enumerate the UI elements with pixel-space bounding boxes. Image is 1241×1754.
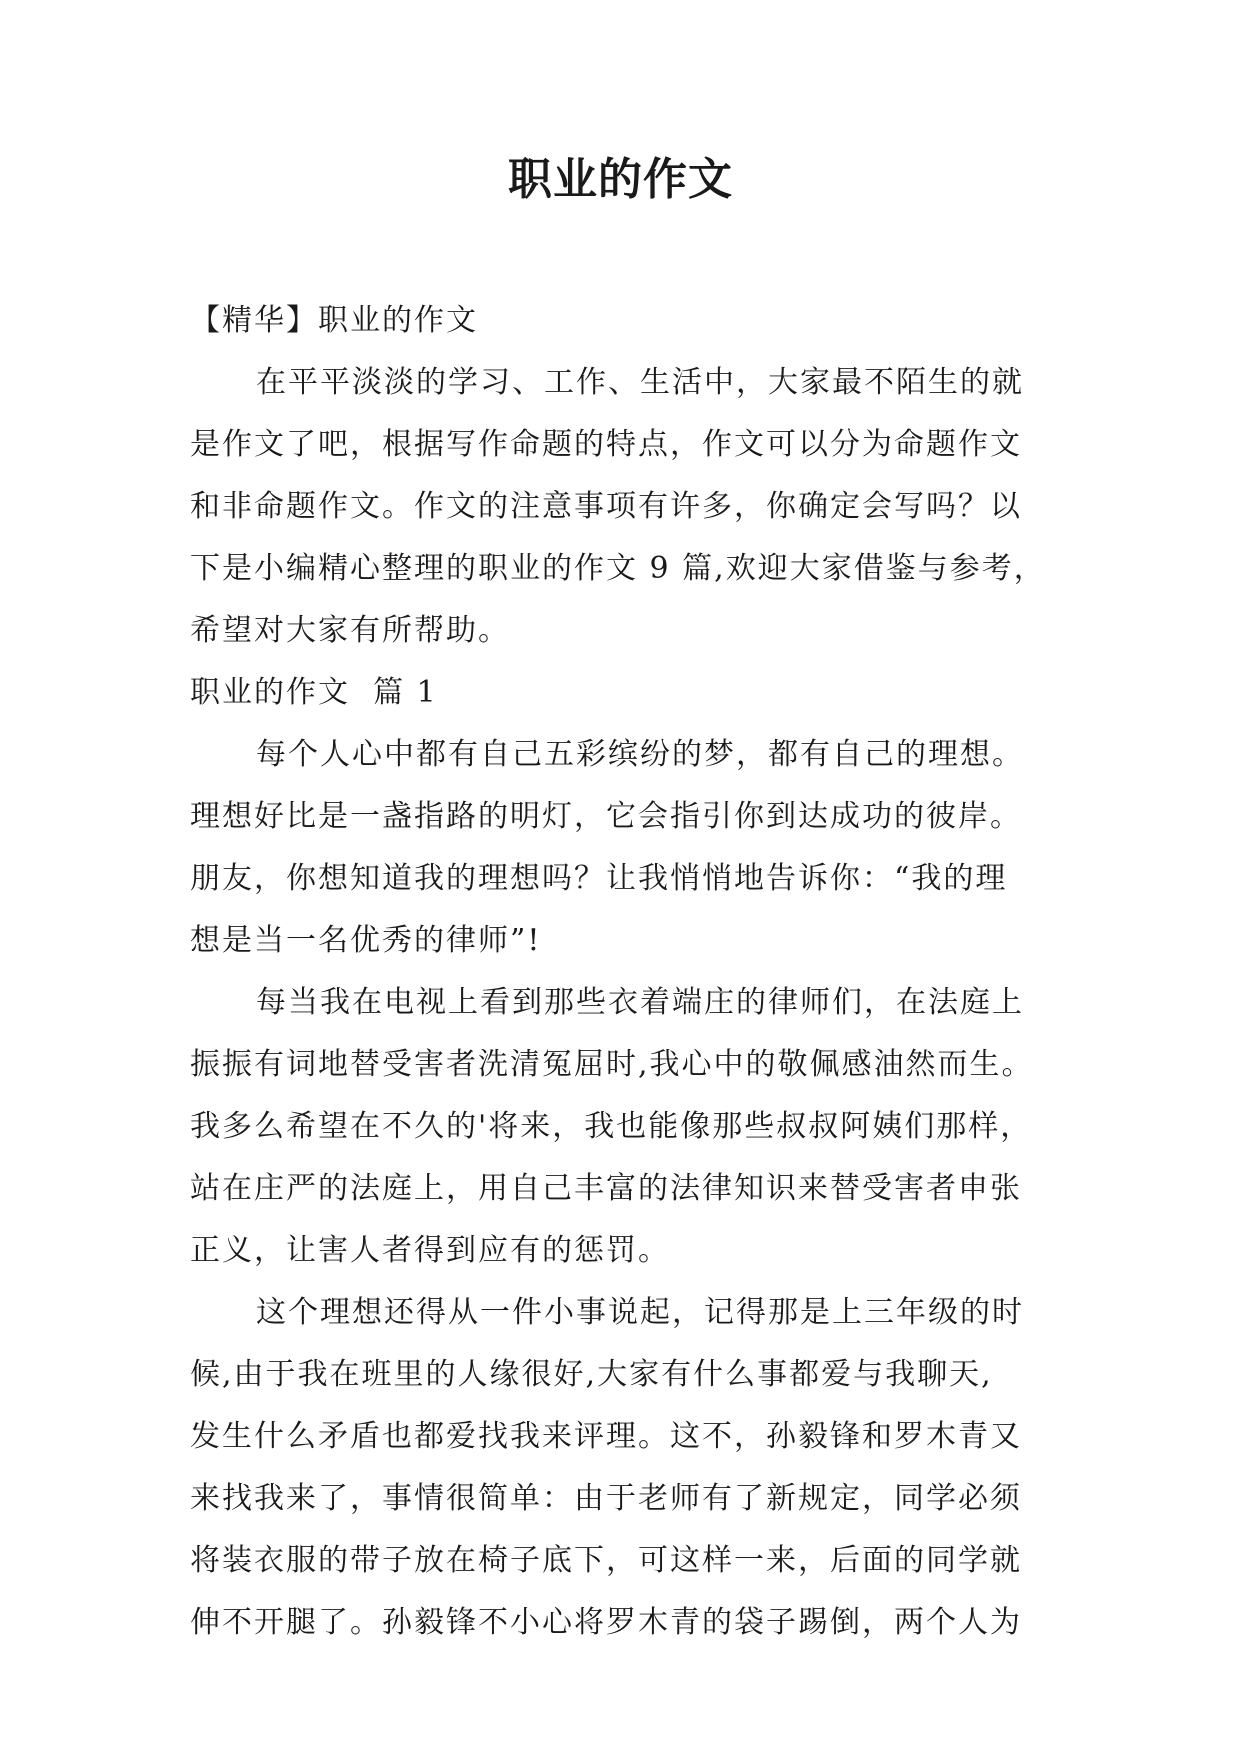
- text-line: 候,由于我在班里的人缘很好,大家有什么事都爱与我聊天,: [190, 1357, 993, 1392]
- text-line: 站在庄严的法庭上，用自己丰富的法律知识来替受害者申张: [190, 1171, 1022, 1206]
- text-line: 振振有词地替受害者洗清冤屈时,我心中的敬佩感油然而生。: [190, 1047, 1034, 1082]
- text-line: 职业的作文 篇 1: [190, 675, 438, 710]
- document-title: 职业的作文: [508, 154, 733, 205]
- text-line: 伸不开腿了。孙毅锋不小心将罗木青的袋子踢倒，两个人为: [190, 1605, 1022, 1640]
- text-line: 想是当一名优秀的律师”!: [190, 923, 542, 958]
- text-line: 和非命题作文。作文的注意事项有许多，你确定会写吗？以: [190, 489, 1022, 524]
- text-line: 这个理想还得从一件小事说起，记得那是上三年级的时: [256, 1295, 1024, 1330]
- text-line: 朋友，你想知道我的理想吗？让我悄悄地告诉你：“我的理: [190, 861, 1008, 896]
- text-line: 是作文了吧，根据写作命题的特点，作文可以分为命题作文: [190, 427, 1022, 462]
- text-line: 【精华】职业的作文: [190, 303, 478, 338]
- text-line: 正义，让害人者得到应有的惩罚。: [190, 1233, 670, 1268]
- text-line: 理想好比是一盏指路的明灯，它会指引你到达成功的彼岸。: [190, 799, 1022, 834]
- text-line: 下是小编精心整理的职业的作文 9 篇,欢迎大家借鉴与参考，: [190, 551, 1046, 586]
- text-line: 在平平淡淡的学习、工作、生活中，大家最不陌生的就: [256, 365, 1024, 400]
- text-line: 将装衣服的带子放在椅子底下，可这样一来，后面的同学就: [190, 1543, 1022, 1578]
- text-line: 来找我来了，事情很简单：由于老师有了新规定，同学必须: [190, 1481, 1022, 1516]
- text-line: 每当我在电视上看到那些衣着端庄的律师们，在法庭上: [256, 985, 1024, 1020]
- text-line: 希望对大家有所帮助。: [190, 613, 510, 648]
- text-line: 我多么希望在不久的'将来，我也能像那些叔叔阿姨们那样，: [190, 1109, 1033, 1144]
- document-body: [190, 290, 1050, 1654]
- text-line: 发生什么矛盾也都爱找我来评理。这不，孙毅锋和罗木青又: [190, 1419, 1022, 1454]
- text-line: 每个人心中都有自己五彩缤纷的梦，都有自己的理想。: [256, 737, 1024, 772]
